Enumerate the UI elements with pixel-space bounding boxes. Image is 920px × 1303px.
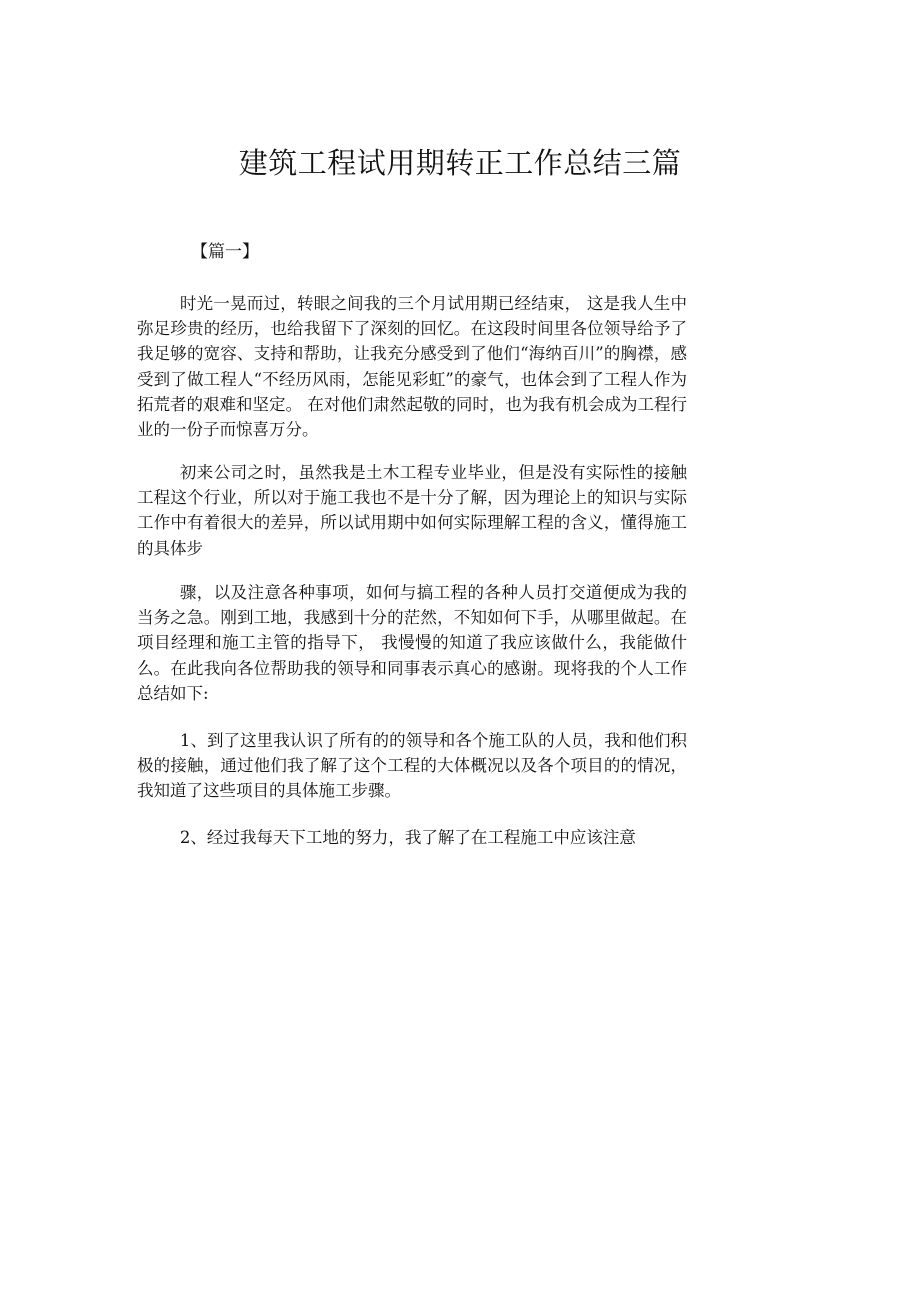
paragraph: 时光一晃而过，转眼之间我的三个月试用期已经结束， 这是我人生中弥足珍贵的经历，也给我留下了深刻的回忆。在这段时间里各位领导给予了我足够的宽容、支持和帮助，让我充分感受到了他们“海纳百川”的胸襟，感受到了做工程人“不经历风雨，怎能见彩虹”的豪气，也体会到了工程人作为拓荒者的艰难和坚定。 在对他们肃然起敬的同时，也为我有机会成为工程行业的一份子而惊喜万分。 (137, 294, 687, 440)
paragraph: 1、到了这里我认识了所有的的领导和各个施工队的人员，我和他们积极的接触，通过他们我了解了这个工程的大体概况以及各个项目的的情况，我知道了这些项目的具体施工步骤。 (137, 731, 687, 801)
paragraph: 初来公司之时，虽然我是土木工程专业毕业，但是没有实际性的接触工程这个行业，所以对于施工我也不是十分了解，因为理论上的知识与实际工作中有着很大的差异，所以试用期中如何实际理解工程的含义，懂得施工的具体步 (137, 463, 687, 558)
paragraph: 骤，以及注意各种事项，如何与搞工程的各种人员打交道便成为我的当务之急。刚到工地，我感到十分的茫然，不知如何下手，从哪里做起。在项目经理和施工主管的指导下， 我慢慢的知道了我应该做什么，我能做什么。在此我向各位帮助我的领导和同事表示真心的感谢。现将我的个人工作总结如下: (137, 583, 687, 703)
section-heading: 【篇一】 (191, 242, 259, 262)
paragraph: 2、经过我每天下工地的努力，我了解了在工程施工中应该注意 (179, 828, 636, 847)
document-title: 建筑工程试用期转正工作总结三篇 (238, 146, 682, 180)
